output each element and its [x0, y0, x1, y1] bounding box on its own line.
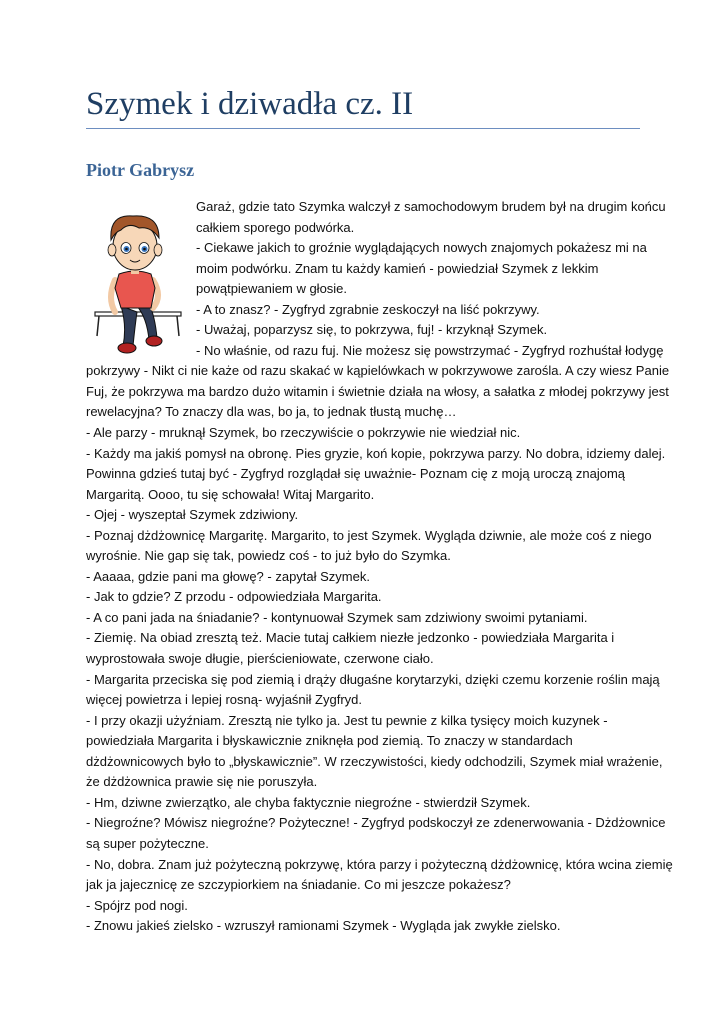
- text-line: wyprostowała swoje długie, pierścieniowate, czerwone ciało.: [86, 651, 434, 667]
- text-line: całkiem sporego podwórka.: [196, 219, 355, 235]
- text-line: że dżdżownica prawie się nie poruszyła.: [86, 774, 318, 790]
- text-line: pokrzywy - Nikt ci nie każe od razu skakać w kąpielówkach w pokrzywowe zarośla. A czy wiesz Panie: [86, 363, 670, 379]
- text-line: są super pożyteczne.: [86, 835, 209, 851]
- text-line: - Znowu jakieś zielsko - wzruszył ramionami Szymek - Wygląda jak zwykłe zielsko.: [86, 918, 561, 934]
- text-line: Powinna gdzieś tutaj być - Zygfryd rozglądał się uważnie- Poznam cię z moją uroczą znajomą: [86, 466, 626, 482]
- text-line: jak ja jajecznicę ze szczypiorkiem na śniadanie. Co mi jeszcze pokażesz?: [86, 877, 511, 893]
- text-line: - Hm, dziwne zwierzątko, ale chyba faktycznie niegroźne - stwierdził Szymek.: [86, 794, 531, 810]
- text-line: - Ciekawe jakich to groźnie wyglądających nowych znajomych pokażesz mi na: [196, 240, 647, 256]
- text-line: powątpiewaniem w głosie.: [196, 281, 348, 297]
- text-line: - Każdy ma jakiś pomysł na obronę. Pies gryzie, koń kopie, pokrzywa parzy. No dobra, idziemy dalej.: [86, 445, 666, 461]
- text-line: - I przy okazji użyźniam. Zresztą nie tylko ja. Jest tu pewnie z kilka tysięcy moich kuzynek -: [86, 712, 608, 728]
- text-line: - A co pani jada na śniadanie? - kontynuował Szymek sam zdziwiony swoimi pytaniami.: [86, 609, 588, 625]
- text-line: więcej powietrza i lepiej rosną- wyjaśnił Zygfryd.: [86, 692, 362, 708]
- text-line: - No, dobra. Znam już pożyteczną pokrzywę, która parzy i pożyteczną dżdżownicę, która wcina ziemię: [86, 856, 673, 872]
- text-line: powiedziała Margarita i błyskawicznie zniknęła pod ziemią. To znaczy w standardach: [86, 733, 573, 749]
- text-line: dżdżownicowych było to „błyskawicznie”. W rzeczywistości, kiedy odchodzili, Szymek miał wrażenie,: [86, 753, 663, 769]
- story-text: [86, 197, 673, 937]
- title-underline: [86, 128, 640, 129]
- text-line: - Ziemię. Na obiad zresztą też. Macie tutaj całkiem niezłe jedzonko - powiedziała Margarita i: [86, 630, 615, 646]
- text-line: - Poznaj dżdżownicę Margaritę. Margarito, to jest Szymek. Wygląda dziwnie, ale może coś z niego: [86, 527, 652, 543]
- text-line: - Uważaj, poparzysz się, to pokrzywa, fuj! - krzyknął Szymek.: [196, 322, 548, 338]
- text-line: - Spójrz pod nogi.: [86, 897, 188, 913]
- text-line: moim podwórku. Znam tu każdy kamień - powiedział Szymek z lekkim: [196, 260, 599, 276]
- text-line: Garaż, gdzie tato Szymka walczył z samochodowym brudem był na drugim końcu: [196, 199, 666, 214]
- text-line: - Jak to gdzie? Z przodu - odpowiedziała Margarita.: [86, 589, 382, 605]
- text-line: - No właśnie, od razu fuj. Nie możesz się powstrzymać - Zygfryd rozhuśtał łodygę: [196, 342, 664, 358]
- text-line: - Ojej - wyszeptał Szymek zdziwiony.: [86, 507, 299, 523]
- text-line: - A to znasz? - Zygfryd zgrabnie zeskoczył na liść pokrzywy.: [196, 301, 540, 317]
- document-title: Szymek i dziwadła cz. II: [86, 86, 414, 122]
- text-line: - Ale parzy - mruknął Szymek, bo rzeczywiście o pokrzywie nie wiedział nic.: [86, 425, 521, 441]
- text-line: Margaritą. Oooo, tu się schowała! Witaj Margarito.: [86, 486, 375, 502]
- author-name: Piotr Gabrysz: [86, 160, 195, 180]
- text-line: - Niegroźne? Mówisz niegroźne? Pożyteczne! - Zygfryd podskoczył ze zdenerwowania - Dżdżownice: [86, 815, 666, 831]
- text-line: - Margarita przeciska się pod ziemią i drąży długaśne korytarzyki, dzięki czemu korzenie roślin mają: [86, 671, 660, 687]
- text-line: - Aaaaa, gdzie pani ma głowę? - zapytał Szymek.: [86, 568, 370, 584]
- text-line: rewelacyjna? To znaczy dla was, bo ja, to jednak tłustą muchę…: [86, 404, 457, 420]
- text-line: Fuj, że pokrzywa ma bardzo dużo witamin i świetnie działa na włosy, a sałatka z młodej pokrzywy jest: [86, 383, 669, 399]
- text-line: wyrośnie. Nie gap się tak, powiedz coś - to już było do Szymka.: [86, 548, 451, 564]
